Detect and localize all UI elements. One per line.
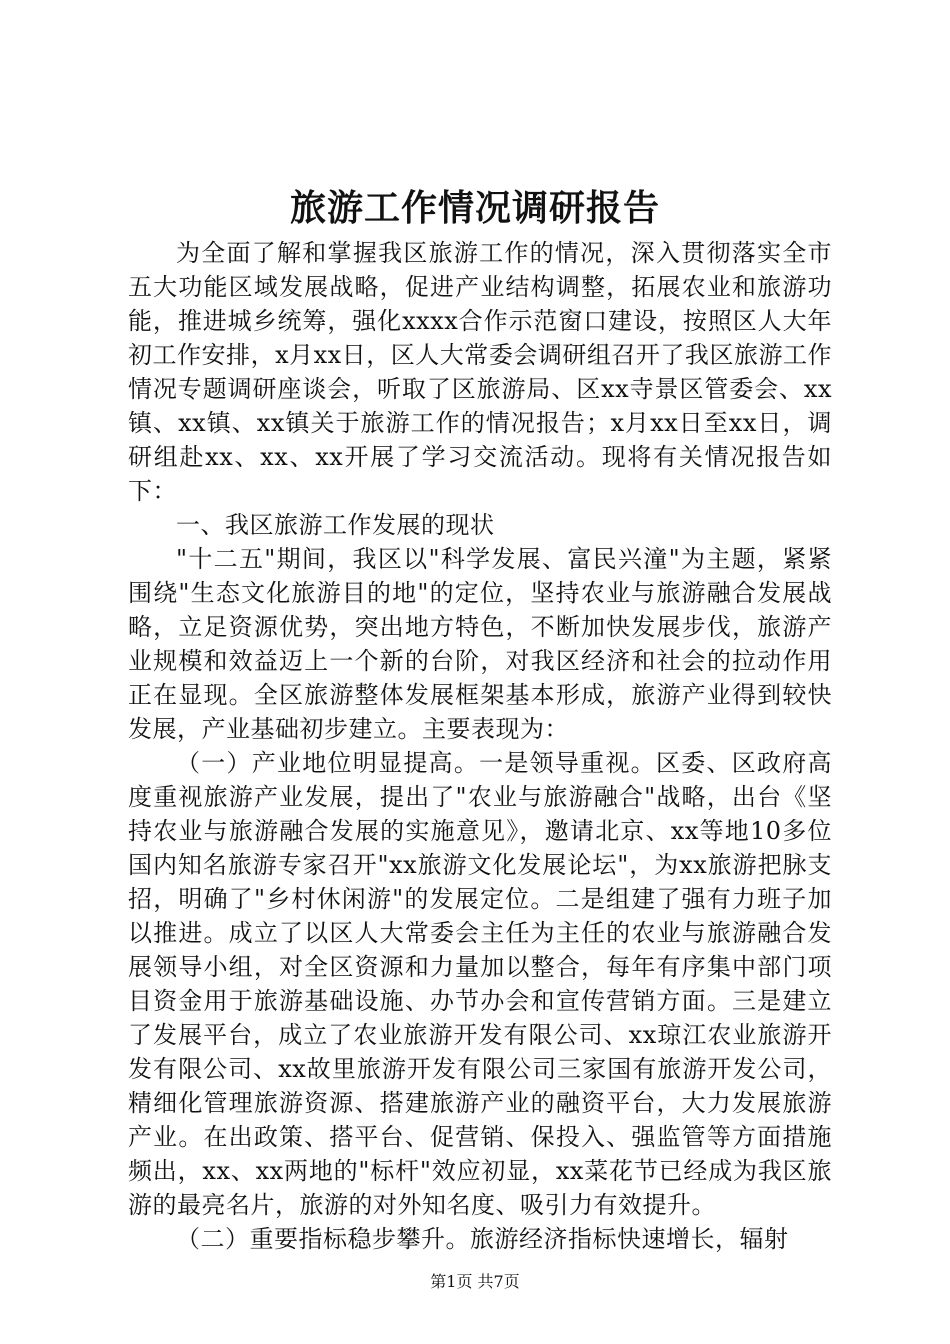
paragraph-twelfth-five-year: "十二五"期间，我区以"科学发展、富民兴潼"为主题，紧紧围绕"生态文化旅游目的地"的定位，坚持农业与旅游融合发展战略，立足资源优势，突出地方特色，不断加快发展步伐，旅游产业规模和效益迈上一个新的台阶，对我区经济和社会的拉动作用正在显现。全区旅游整体发展框架基本形成，旅游产业得到较快发展，产业基础初步建立。主要表现为： <box>128 545 832 743</box>
page-number: 第1页 共7页 <box>430 1272 520 1291</box>
document-body <box>128 236 832 1256</box>
section-heading-current-status: 一、我区旅游工作发展的现状 <box>176 511 495 539</box>
paragraph-industry-status: （一）产业地位明显提高。一是领导重视。区委、区政府高度重视旅游产业发展，提出了"农业与旅游融合"战略，出台《坚持农业与旅游融合发展的实施意见》，邀请北京、xx等地10多位国内知名旅游专家召开"xx旅游文化发展论坛"，为xx旅游把脉支招，明确了"乡村休闲游"的发展定位。二是组建了强有力班子加以推进。成立了以区人大常委会主任为主任的农业与旅游融合发展领导小组，对全区资源和力量加以整合，每年有序集中部门项目资金用于旅游基础设施、办节办会和宣传营销方面。三是建立了发展平台，成立了农业旅游开发有限公司、xx琼江农业旅游开发有限公司、xx故里旅游开发有限公司三家国有旅游开发公司，精细化管理旅游资源、搭建旅游产业的融资平台，大力发展旅游产业。在出政策、搭平台、促营销、保投入、强监管等方面措施频出，xx、xx两地的"标杆"效应初显，xx菜花节已经成为我区旅游的最亮名片，旅游的对外知名度、吸引力有效提升。 <box>128 749 832 1219</box>
paragraph-intro: 为全面了解和掌握我区旅游工作的情况，深入贯彻落实全市五大功能区域发展战略，促进产业结构调整，拓展农业和旅游功能，推进城乡统筹，强化xxxx合作示范窗口建设，按照区人大年初工作安排，x月xx日，区人大常委会调研组召开了我区旅游工作情况专题调研座谈会，听取了区旅游局、区xx寺景区管委会、xx镇、xx镇、xx镇关于旅游工作的情况报告；x月xx日至xx日，调研组赴xx、xx、xx开展了学习交流活动。现将有关情况报告如下： <box>128 239 832 505</box>
paragraph-key-indicators: （二）重要指标稳步攀升。旅游经济指标快速增长，辐射 <box>176 1225 789 1253</box>
document-title: 旅游工作情况调研报告 <box>289 187 660 229</box>
